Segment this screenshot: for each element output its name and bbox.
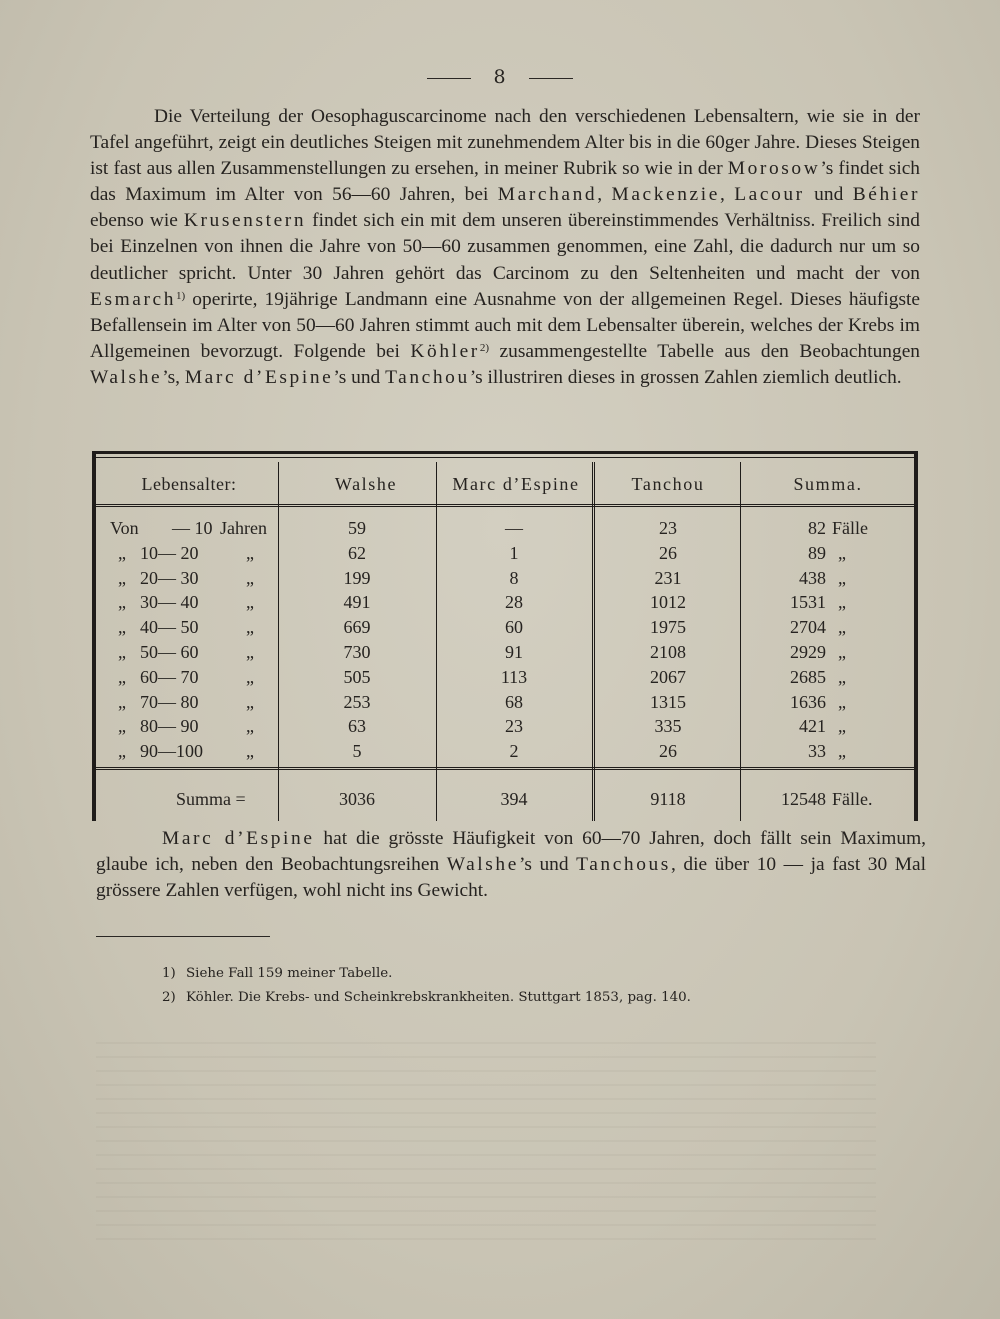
text-run: ’s und: [518, 854, 577, 876]
age-range: 60— 70: [140, 666, 199, 687]
text-run: ’s illustriren dieses in grossen Zahlen ziemlich deutlich.: [469, 366, 902, 388]
footnote-text: Siehe Fall 159 meiner Tabelle.: [186, 966, 393, 981]
spaced-name: Marc d’Espine: [162, 828, 315, 849]
age-prefix: „: [118, 617, 126, 638]
age-unit: Jahren: [220, 518, 267, 538]
cell-tanchou: 23: [659, 518, 677, 538]
total-walshe: 3036: [339, 789, 375, 809]
text-run: ,: [597, 184, 612, 206]
age-prefix: Von: [110, 518, 139, 538]
paragraph-2: [96, 826, 926, 904]
footnote-2: [162, 990, 691, 1005]
cell-walshe: 505: [343, 666, 371, 687]
age-prefix: „: [118, 666, 126, 687]
spaced-name: Marc d’Espine: [184, 366, 334, 388]
text-run: , die über 10 — ja fast 30 Mal grössere Zahlen verfügen, wohl nicht ins Gewicht.: [96, 854, 926, 902]
footnote-1: [162, 966, 392, 981]
page-number-dash-right: [529, 78, 573, 79]
cell-marc: 68: [505, 691, 523, 712]
cell-summa: 438: [799, 567, 826, 588]
total-tanchou: 9118: [650, 789, 686, 809]
table-row: [96, 568, 914, 593]
cell-summa: 421: [799, 716, 826, 737]
cell-marc: —: [505, 518, 523, 538]
cell-walshe: 62: [348, 542, 366, 563]
table-row: [96, 592, 914, 617]
cell-tanchou: 231: [654, 567, 682, 588]
footnote-number: 1): [162, 966, 176, 981]
cell-marc: 1: [509, 542, 519, 563]
header-tanchou: Tanchou: [631, 474, 705, 494]
cell-suffix: Fälle: [832, 518, 868, 538]
show-through-texture: [96, 1040, 876, 1240]
cell-marc: 28: [505, 592, 523, 613]
age-unit: „: [246, 716, 254, 737]
total-summa: 12548: [781, 789, 826, 809]
closing-paragraph: [96, 826, 926, 904]
table-row: [96, 692, 914, 717]
cell-suffix: „: [838, 542, 846, 563]
age-prefix: „: [118, 592, 126, 613]
header-marc-despine: Marc d’Espine: [452, 474, 580, 494]
text-run: Die Verteilung der Oesophaguscarcinome nach den verschiedenen Lebensaltern, wie sie in der Tafel angeführt, zeigt ein deutliches Steigen mit zunehmendem Alter bis in die 60ger Jahre. Dieses Steigen ist fast aus allen Zusammenstellungen zu ersehen, in meiner Rubrik so wie in der: [90, 106, 920, 180]
table-row: [96, 741, 914, 766]
cell-suffix: „: [838, 592, 846, 613]
cell-suffix: „: [838, 567, 846, 588]
cell-summa: 2704: [790, 617, 826, 638]
table-total-row: [96, 789, 914, 814]
footnote-text: Köhler. Die Krebs- und Scheinkrebskrankheiten. Stuttgart 1853, pag. 140.: [186, 990, 691, 1005]
text-run: ’s findet sich das Maximum im Alter von 56—60 Jahren, bei: [90, 158, 921, 206]
header-walshe: Walshe: [334, 474, 398, 494]
spaced-name: Morosow: [727, 158, 821, 180]
age-prefix: „: [118, 567, 126, 588]
cell-suffix: „: [838, 617, 846, 638]
age-unit: „: [246, 567, 254, 588]
age-range: 90—100: [140, 741, 203, 762]
text-run: ’s,: [162, 366, 185, 388]
cell-summa: 2929: [790, 642, 826, 662]
footnote-rule: [96, 936, 270, 937]
cell-tanchou: 26: [659, 741, 677, 762]
age-unit: „: [246, 542, 254, 563]
age-range: 40— 50: [140, 617, 199, 638]
total-marc: 394: [500, 789, 528, 809]
paragraph-1: [90, 104, 920, 391]
text-run: zusammengestellte Tabelle aus den Beobachtungen: [489, 340, 920, 362]
total-label: Summa =: [176, 789, 246, 809]
cell-tanchou: 26: [659, 542, 677, 563]
age-range: — 10: [172, 518, 213, 538]
text-run: ebenso wie: [90, 210, 184, 232]
cell-walshe: 59: [348, 518, 366, 538]
cell-walshe: 491: [343, 592, 371, 613]
cell-suffix: „: [838, 642, 846, 662]
cell-marc: 8: [509, 567, 519, 588]
text-run: ,: [719, 184, 735, 206]
cell-marc: 91: [505, 642, 523, 662]
spaced-name: Walshe: [90, 366, 163, 388]
header-lebensalter: Lebensalter:: [141, 474, 237, 494]
age-range: 80— 90: [140, 716, 199, 737]
cell-tanchou: 2067: [650, 666, 686, 687]
footnote-number: 2): [162, 990, 176, 1005]
cell-suffix: „: [838, 741, 846, 762]
age-unit: „: [246, 642, 254, 662]
age-unit: „: [246, 666, 254, 687]
cell-marc: 2: [509, 741, 519, 762]
spaced-name: Esmarch: [90, 288, 177, 310]
cell-tanchou: 1012: [650, 592, 686, 613]
age-prefix: „: [118, 691, 126, 712]
age-prefix: „: [118, 542, 126, 563]
text-run: ’s und: [333, 366, 386, 388]
cell-walshe: 669: [343, 617, 371, 638]
cell-tanchou: 335: [654, 716, 682, 737]
age-prefix: „: [118, 642, 126, 662]
spaced-name: Mackenzie: [611, 184, 720, 206]
text-run: hat die grösste Häufigkeit von 60—70 Jahren, doch fällt sein Maximum, glaube ich, neben den Beobachtungsreihen: [96, 828, 926, 876]
spaced-name: Béhier: [852, 184, 921, 206]
table-row: [96, 518, 914, 543]
spaced-name: Krusenstern: [183, 210, 307, 232]
table-header: [96, 457, 914, 508]
cell-summa: 33: [808, 741, 826, 762]
total-suffix: Fälle.: [832, 789, 873, 809]
cell-walshe: 5: [352, 741, 362, 762]
cell-summa: 1531: [790, 592, 826, 613]
cell-tanchou: 1975: [650, 617, 686, 638]
footnote-marker: 1): [176, 289, 186, 302]
age-distribution-table: [92, 451, 918, 821]
page-number-value: 8: [493, 66, 507, 88]
table-row: [96, 617, 914, 642]
cell-walshe: 730: [343, 642, 371, 662]
cell-summa: 1636: [790, 691, 826, 712]
cell-suffix: „: [838, 691, 846, 712]
spaced-name: Lacour: [734, 184, 805, 206]
cell-summa: 2685: [790, 666, 826, 687]
footnote-marker: 2): [479, 341, 490, 354]
age-range: 70— 80: [140, 691, 199, 712]
cell-walshe: 199: [343, 567, 371, 588]
header-rule: [96, 504, 914, 507]
page-number: [0, 66, 1000, 88]
cell-tanchou: 2108: [650, 642, 686, 662]
text-run: findet sich ein mit dem unseren übereinstimmendes Verhältniss. Freilich sind bei Einzelnen von ihnen die Jahre von 50—60 zusammen genommen, eine Zahl, die dadurch nur um so deutlicher spricht. Unter 30 Jahren gehört das Carcinom zu den Seltenheiten und macht der von: [90, 210, 920, 284]
body-paragraph: [90, 104, 920, 391]
age-range: 10— 20: [140, 542, 199, 563]
age-unit: „: [246, 741, 254, 762]
cell-summa: 82: [808, 518, 826, 538]
cell-suffix: „: [838, 666, 846, 687]
cell-marc: 23: [505, 716, 523, 737]
spaced-name: Tanchous: [576, 854, 671, 876]
total-rule: [96, 767, 914, 770]
spaced-name: Tanchou: [385, 366, 470, 388]
text-run: und: [804, 184, 853, 206]
age-prefix: „: [118, 716, 126, 737]
table-row: [96, 667, 914, 692]
spaced-name: Walshe: [446, 854, 519, 876]
table-row: [96, 642, 914, 667]
age-unit: „: [246, 592, 254, 613]
cell-marc: 113: [500, 666, 528, 687]
age-prefix: „: [118, 741, 126, 762]
age-range: 30— 40: [140, 592, 199, 613]
header-summa: Summa.: [793, 474, 863, 494]
cell-summa: 89: [808, 542, 826, 563]
text-run: operirte, 19jährige Landmann eine Ausnahme von der allgemeinen Regel. Dieses häufigste Befallensein im Alter von 50—60 Jahren stimmt auch mit dem Lebensalter überein, welches der Krebs im Allgemeinen bevorzugt. Folgende bei: [90, 288, 920, 362]
cell-marc: 60: [505, 617, 523, 638]
table-row: [96, 716, 914, 741]
cell-tanchou: 1315: [650, 691, 686, 712]
spaced-name: Marchand: [497, 184, 598, 206]
cell-walshe: 253: [343, 691, 371, 712]
cell-walshe: 63: [348, 716, 366, 737]
table-row: [96, 543, 914, 568]
cell-suffix: „: [838, 716, 846, 737]
page-number-dash-left: [427, 78, 471, 79]
age-range: 20— 30: [140, 567, 199, 588]
age-range: 50— 60: [140, 642, 199, 662]
age-unit: „: [246, 617, 254, 638]
spaced-name: Köhler: [410, 340, 480, 362]
age-unit: „: [246, 691, 254, 712]
